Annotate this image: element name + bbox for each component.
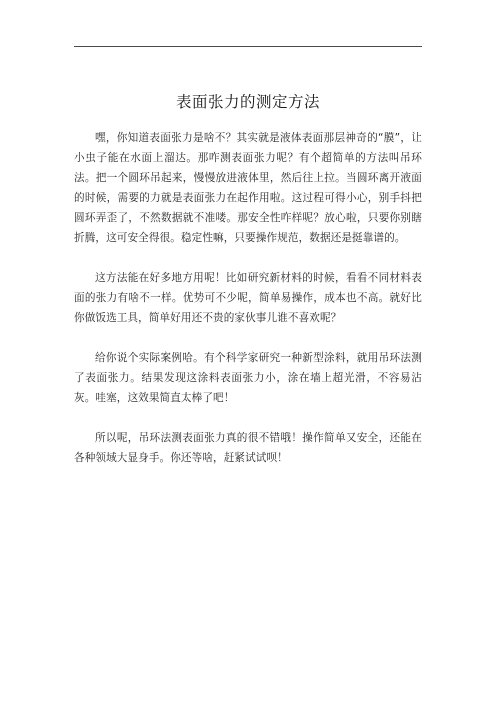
document-body xyxy=(74,128,422,488)
header-rule xyxy=(74,46,422,47)
paragraph-4: 所以呢，吊环法测表面张力真的很不错哦！操作简单又安全，还能在各种领域大显身手。你还等啥，赶紧试试呗！ xyxy=(74,432,422,464)
paragraph-2: 这方法能在好多地方用呢！比如研究新材料的时候，看看不同材料表面的张力有啥不一样。优势可不少呢，简单易操作，成本也不高。就好比你做饭选工具，简单好用还不贵的家伙事儿谁不喜欢呢？ xyxy=(74,272,422,324)
paragraph-1: 嘿，你知道表面张力是啥不？其实就是液体表面那层神奇的“膜”，让小虫子能在水面上溜达。那咋测表面张力呢？有个超简单的方法叫吊环法。把一个圆环吊起来，慢慢放进液体里，然后往上拉。当圆环离开液面的时候，需要的力就是表面张力在起作用啦。这过程可得小心，别手抖把圆环弄歪了，不然数据就不准喽。那安全性咋样呢？放心啦，只要你别瞎折腾，这可安全得很。稳定性嘛，只要操作规范，数据还是挺靠谱的。 xyxy=(74,132,422,244)
document-title: 表面张力的测定方法 xyxy=(175,93,320,111)
paragraph-3: 给你说个实际案例哈。有个科学家研究一种新型涂料，就用吊环法测了表面张力。结果发现这涂料表面张力小，涂在墙上超光滑，不容易沾灰。哇塞，这效果简直太棒了吧！ xyxy=(74,352,422,404)
